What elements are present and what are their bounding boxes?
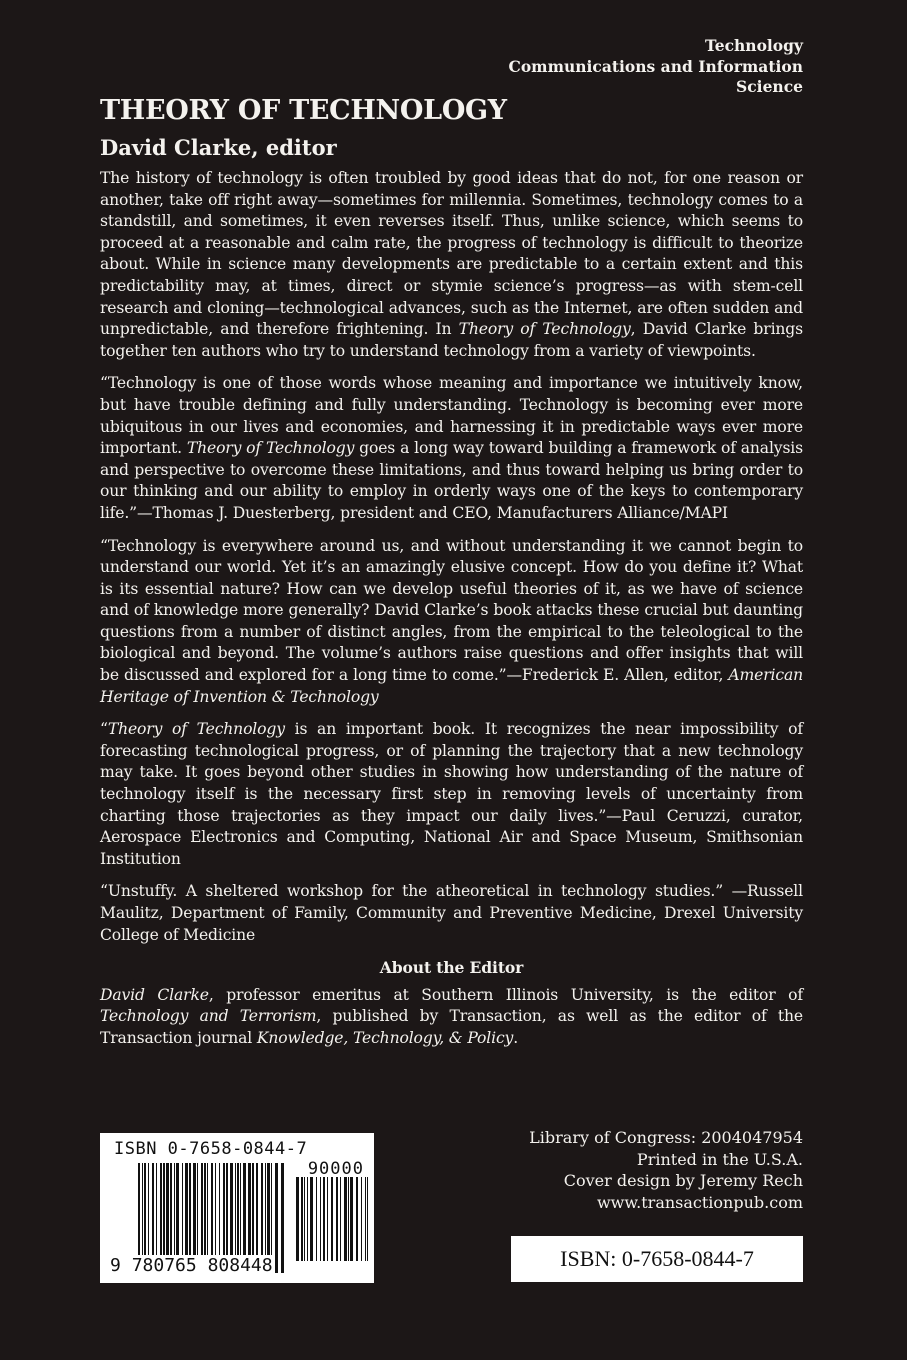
barcode-bar: [304, 1177, 305, 1261]
barcode-bar: [365, 1177, 366, 1261]
barcode-bar: [350, 1177, 353, 1261]
ean-left: 780765: [131, 1255, 197, 1276]
barcode-bar: [331, 1177, 333, 1261]
barcode-bar: [344, 1177, 347, 1261]
library-of-congress: Library of Congress: 2004047954: [529, 1128, 803, 1147]
barcode-ean: [110, 1255, 275, 1276]
barcode-bar: [336, 1177, 338, 1261]
barcode-bar: [275, 1163, 278, 1273]
text: “Technology is everywhere around us, and without understanding it we cannot begin to understand our world. Yet it’s an amazingly elusive concept. How do you define it? What is its essential nature? How can we develop useful theories of it, as we have of science and of knowledge more generally? David Clarke’s book attacks these crucial but daunting questions from a number of distinct angles, from the empirical to the teleological to the biological and beyond. The volume’s authors raise questions and offer insights that will be discussed and explored for a long time to come.”—Frederick E. Allen, editor,: [100, 536, 803, 685]
barcode-bar: [323, 1177, 325, 1261]
barcode-bar: [361, 1177, 362, 1261]
about-heading: About the Editor: [379, 958, 524, 978]
name-italic: David Clarke: [100, 985, 209, 1004]
barcode-bar: [316, 1177, 317, 1261]
barcode: [100, 1133, 374, 1283]
printed-in: Printed in the U.S.A.: [636, 1149, 803, 1169]
barcode-bar: [307, 1177, 308, 1261]
back-cover-text: [100, 168, 803, 1061]
text: is an important book. It recognizes the near impossibility of forecasting technological progress, or of planning the trajectory that a new technology may take. It goes beyond other studies in showing how understanding of the nature of technology itself is the necessary first step in removing levels of uncertainty from charting those trajectories as they impact our daily lives.”—Paul Ceruzzi, curator, Aerospace Electronics and Computing, National Air and Space Museum, Smithsonian Institution: [100, 720, 803, 868]
blurb-allen: [100, 536, 803, 709]
journal-italic: Knowledge, Technology, & Policy: [256, 1028, 514, 1047]
series-item: Science: [736, 77, 803, 96]
barcode-bar: [348, 1177, 349, 1261]
barcode-bar: [367, 1177, 368, 1261]
text: The history of technology is often troubled by good ideas that do not, for one reason or another, take off right away—sometimes for millennia. Sometimes, technology comes to a standstill, and sometimes, it even reverses itself. Thus, unlike science, which seems to proceed at a reasonable and calm rate, the progress of technology is difficult to theorize about. While in science many developments are predictable to a certain extent and this predictability may, at times, direct or stymie science’s progress—as with stem-cell research and cloning—technological advances, such as the Internet, are often sudden and unpredictable, and therefore frightening. In: [100, 169, 803, 339]
barcode-bar: [356, 1177, 358, 1261]
blurb-maulitz: [100, 881, 803, 946]
ean-digit: 9: [110, 1255, 121, 1276]
ean-right: 808448: [207, 1255, 273, 1276]
text: “Technology is one of those words whose meaning and importance we intuitively know, but have trouble defining and fully understanding. Technology is becoming ever more ubiquitous in our lives and economies, and harnessing it in predictable ways ever more important.: [100, 374, 803, 458]
text: , David Clarke brings together ten authors who try to understand technology from a variety of viewpoints.: [100, 320, 803, 360]
barcode-bar: [281, 1163, 284, 1273]
blurb-ceruzzi: [100, 719, 803, 870]
text: , published by Transaction, as well as the editor of the Transaction journal: [100, 1007, 803, 1047]
text: , professor emeritus at Southern Illinois University, is the editor of: [208, 985, 803, 1004]
blurb-duesterberg: [100, 373, 803, 524]
barcode-bar: [327, 1177, 328, 1261]
series-list: [509, 36, 804, 98]
publisher-website: www.transactionpub.com: [596, 1192, 803, 1212]
series-item: Technology: [704, 36, 803, 55]
book-title-italic: Theory of Technology: [107, 720, 285, 739]
text: .: [513, 1028, 519, 1047]
text: “: [100, 720, 108, 739]
isbn-box: ISBN: 0-7658-0844-7: [511, 1236, 803, 1282]
cover-design: Cover design by Jeremy Rech: [563, 1171, 803, 1190]
barcode-bar: [320, 1177, 321, 1261]
barcode-bar: [296, 1177, 299, 1261]
book-title-italic: Theory of Technology: [458, 320, 631, 339]
barcode-bar: [310, 1177, 313, 1261]
about-paragraph: [100, 985, 803, 1050]
book-title: THEORY OF TECHNOLOGY: [100, 95, 507, 126]
description-paragraph: [100, 168, 803, 362]
publication-italic: American Heritage of Invention & Technology: [100, 666, 803, 706]
barcode-price: 90000: [307, 1159, 364, 1179]
text: goes a long way toward building a framework of analysis and perspective to overcome these limitations, and thus toward helping us bring order to our thinking and our ability to employ in orderly ways one of the keys to contemporary life.”—Thomas J. Duesterberg, president and CEO, Manufacturers Alliance/MAPI: [100, 439, 803, 522]
colophon: [529, 1127, 803, 1213]
book-italic: Technology and Terrorism: [100, 1007, 317, 1026]
barcode-isbn: ISBN 0-7658-0844-7: [114, 1139, 308, 1159]
text: “Unstuffy. A sheltered workshop for the atheoretical in technology studies.” —Russell Maulitz, Department of Family, Community and Preventive Medicine, Drexel University College of Medicine: [100, 882, 803, 944]
barcode-bar: [340, 1177, 341, 1261]
book-title-italic: Theory of Technology: [186, 439, 355, 458]
book-editor: David Clarke, editor: [100, 135, 337, 160]
barcode-bar: [301, 1177, 303, 1261]
series-item: Communications and Information: [508, 56, 803, 76]
